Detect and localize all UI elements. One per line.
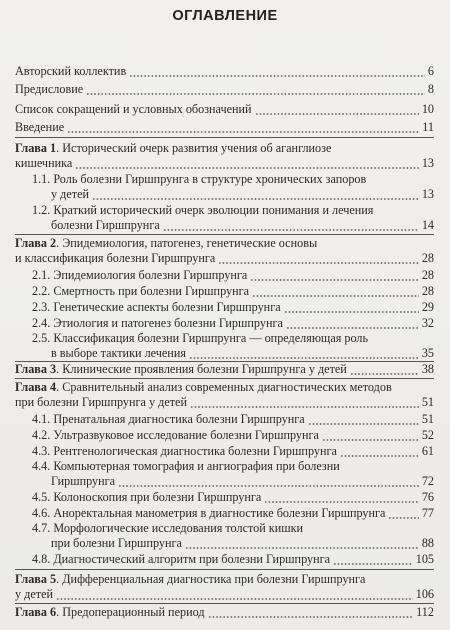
chapter-title-cont: у детей — [15, 587, 54, 601]
toc-chapter-5 — [15, 572, 434, 602]
leader-dots — [340, 455, 419, 457]
chapter-title-cont: при болезни Гиршпрунга у детей — [15, 395, 187, 409]
divider — [15, 378, 434, 379]
section-title: 4.4. Компьютерная томография и ангиография при болезни — [32, 459, 340, 473]
section-title: 4.1. Пренатальная диагностика болезни Гиршпрунга — [32, 412, 305, 426]
toc-page-number: 105 — [415, 552, 434, 566]
toc-section-2-3 — [32, 300, 434, 315]
leader-dots — [286, 327, 419, 329]
toc-page-number: 8 — [427, 82, 434, 96]
toc-page-number: 13 — [421, 187, 434, 201]
leader-dots — [75, 167, 419, 169]
toc-entry-text: Список сокращений и условных обозначений — [15, 102, 252, 116]
section-title: 1.2. Краткий исторический очерк эволюции понимания и лечения — [32, 203, 374, 217]
section-title: 2.5. Классификация болезни Гиршпрунга — определяющая роль — [32, 331, 369, 345]
chapter-title: . Клинические проявления болезни Гиршпрунга у детей — [56, 362, 347, 376]
leader-dots — [118, 485, 419, 487]
toc-page-number: 112 — [416, 605, 434, 619]
chapter-label: Глава 2 — [15, 236, 57, 250]
leader-dots — [208, 616, 413, 618]
toc-page-number: 13 — [421, 156, 434, 170]
toc-section-2-4 — [32, 316, 434, 331]
toc-entry-authors — [15, 64, 434, 79]
leader-dots — [284, 311, 419, 313]
toc-page-number: 38 — [421, 362, 434, 376]
leader-dots — [255, 113, 419, 115]
toc-page-number: 11 — [422, 120, 434, 134]
section-title: 2.4. Этиология и патогенез болезни Гиршпрунга — [32, 316, 283, 330]
section-title: 4.3. Рентгенологическая диагностика болезни Гиршпрунга — [32, 444, 337, 458]
leader-dots — [185, 547, 419, 549]
toc-section-4-1 — [32, 412, 434, 427]
section-title: 4.6. Аноректальная манометрия в диагностике болезни Гиршпрунга — [32, 506, 386, 520]
leader-dots — [264, 501, 419, 503]
section-title-cont: у детей — [51, 187, 90, 201]
toc-page-number: 28 — [421, 251, 434, 265]
section-title: 2.1. Эпидемиология болезни Гиршпрунга — [32, 268, 248, 282]
chapter-title: . Дифференциальная диагностика при болезни Гиршпрунга — [56, 572, 366, 586]
toc-chapter-6 — [15, 605, 434, 620]
toc-page-number: 35 — [421, 346, 434, 360]
toc-page-number: 28 — [421, 268, 434, 282]
chapter-label: Глава 6 — [15, 605, 57, 619]
toc-page-number: 106 — [415, 587, 434, 601]
toc-section-4-8 — [32, 552, 434, 567]
toc-section-4-6 — [32, 506, 434, 521]
leader-dots — [308, 423, 419, 425]
divider — [15, 569, 434, 570]
toc-page-number: 6 — [427, 64, 434, 78]
toc-page-number: 88 — [421, 536, 434, 550]
leader-dots — [163, 229, 419, 231]
chapter-label: Глава 4 — [15, 380, 57, 394]
toc-chapter-2 — [15, 236, 434, 266]
page-title: ОГЛАВЛЕНИЕ — [172, 8, 278, 24]
leader-dots — [92, 198, 419, 200]
toc-page-number: 52 — [421, 428, 434, 442]
toc-entry-abbreviations — [15, 102, 434, 117]
divider — [15, 234, 434, 235]
section-title-cont: при болезни Гиршпрунга — [51, 536, 182, 550]
toc-entry-text: Введение — [15, 120, 65, 134]
toc-page-number: 51 — [421, 412, 434, 426]
toc-entry-text: Авторский коллектив — [15, 64, 127, 78]
chapter-title-cont: и классификация болезни Гиршпрунга — [15, 251, 216, 265]
section-title: 1.1. Роль болезни Гиршпрунга в структуре хронических запоров — [32, 172, 367, 186]
leader-dots — [189, 357, 419, 359]
chapter-label: Глава 5 — [15, 572, 57, 586]
leader-dots — [333, 563, 413, 565]
leader-dots — [388, 517, 419, 519]
section-title: 2.3. Генетические аспекты болезни Гиршпрунга — [32, 300, 281, 314]
toc-page-number: 10 — [421, 102, 434, 116]
toc-page-number: 76 — [421, 490, 434, 504]
toc-page-number: 51 — [421, 395, 434, 409]
leader-dots — [250, 279, 419, 281]
toc-page-number: 14 — [421, 218, 434, 232]
section-title-cont: болезни Гиршпрунга — [51, 218, 160, 232]
leader-dots — [190, 406, 419, 408]
leader-dots — [350, 373, 419, 375]
toc-page-number: 72 — [421, 474, 434, 488]
toc-entry-introduction — [15, 120, 434, 135]
leader-dots — [129, 75, 425, 77]
toc-chapter-4 — [15, 380, 434, 410]
leader-dots — [86, 93, 425, 95]
toc-entry-text: Предисловие — [15, 82, 84, 96]
toc-page-number: 77 — [421, 506, 434, 520]
toc-section-4-2 — [32, 428, 434, 443]
toc-section-4-7 — [32, 521, 434, 551]
leader-dots — [67, 131, 419, 133]
chapter-label: Глава 3 — [15, 362, 57, 376]
toc-section-1-1 — [32, 172, 434, 202]
leader-dots — [218, 262, 419, 264]
toc-chapter-1 — [15, 141, 434, 171]
toc-page-number: 61 — [421, 444, 434, 458]
chapter-title: . Эпидемиология, патогенез, генетические основы — [56, 236, 318, 250]
section-title-cont: в выборе тактики лечения — [51, 346, 186, 360]
leader-dots — [56, 598, 413, 600]
toc-section-4-4 — [32, 459, 434, 489]
leader-dots — [252, 295, 419, 297]
toc-section-4-3 — [32, 444, 434, 459]
toc-section-1-2 — [32, 203, 434, 233]
toc-section-4-5 — [32, 490, 434, 505]
toc-entry-preface — [15, 82, 434, 97]
toc-page-number: 28 — [421, 284, 434, 298]
leader-dots — [322, 439, 419, 441]
section-title: 4.2. Ультразвуковое исследование болезни Гиршпрунга — [32, 428, 319, 442]
toc-section-2-2 — [32, 284, 434, 299]
chapter-title: . Исторический очерк развития учения об аганглиозе — [56, 141, 332, 155]
chapter-label: Глава 1 — [15, 141, 57, 155]
section-title-cont: Гиршпрунга — [51, 474, 116, 488]
toc-section-2-1 — [32, 268, 434, 283]
divider — [15, 137, 434, 138]
divider — [15, 603, 434, 604]
section-title: 2.2. Смертность при болезни Гиршпрунга — [32, 284, 250, 298]
section-title: 4.8. Диагностический алгоритм при болезни Гиршпрунга — [32, 552, 331, 566]
toc-chapter-3 — [15, 362, 434, 377]
chapter-title: . Предоперационный период — [56, 605, 205, 619]
chapter-title: . Сравнительный анализ современных диагностических методов — [56, 380, 392, 394]
section-title: 4.5. Колоноскопия при болезни Гиршпрунга — [32, 490, 262, 504]
toc-section-2-5 — [32, 331, 434, 361]
toc-page-number: 32 — [421, 316, 434, 330]
toc-page-number: 29 — [421, 300, 434, 314]
section-title: 4.7. Морфологические исследования толстой кишки — [32, 521, 304, 535]
chapter-title-cont: кишечника — [15, 156, 73, 170]
